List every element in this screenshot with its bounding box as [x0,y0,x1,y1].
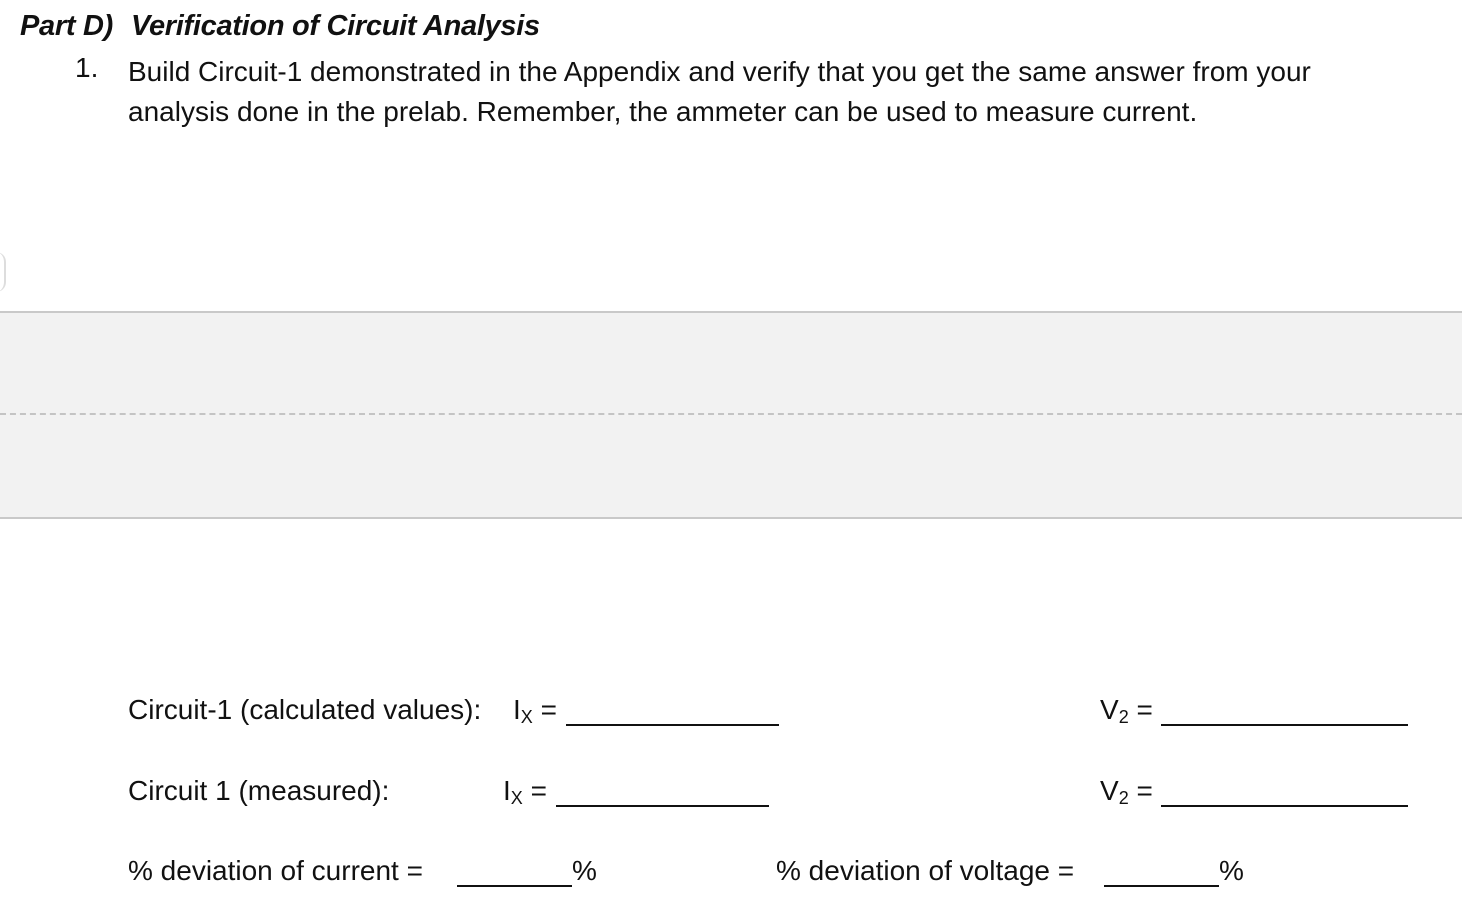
measured-ix-symbol: IX = [503,775,547,808]
measured-v2-symbol: V2 = [1100,775,1153,808]
calculated-v2-field[interactable] [1161,724,1408,726]
voltage-deviation-label: % deviation of voltage = [776,855,1075,886]
calculated-v2-symbol: V2 = [1100,694,1153,727]
section-title: Verification of Circuit Analysis [130,10,540,42]
voltage-deviation-unit: % [1219,855,1244,886]
current-deviation-label: % deviation of current = [128,855,423,886]
current-deviation-field[interactable] [457,885,572,887]
measured-ix-field[interactable] [556,805,769,807]
page-break-line [0,413,1462,415]
list-item-number: 1. [75,52,99,83]
calculated-ix-symbol: IX = [513,694,557,727]
section-part-label: Part D) [20,10,113,42]
calculated-label: Circuit-1 (calculated values): [128,694,482,725]
current-deviation-unit: % [572,855,597,886]
list-item-text [128,52,1438,132]
calculated-ix-field[interactable] [566,724,779,726]
voltage-deviation-field[interactable] [1104,885,1219,887]
measured-v2-field[interactable] [1161,805,1408,807]
instruction-line-2: analysis done in the prelab. Remember, the ammeter can be used to measure current. [128,96,1198,127]
section-heading [20,10,540,43]
page-separator [0,311,1462,519]
instruction-line-1: Build Circuit-1 demonstrated in the Appendix and verify that you get the same answer from your [128,56,1311,87]
measured-label: Circuit 1 (measured): [128,775,390,806]
margin-comment-marker [0,252,6,292]
